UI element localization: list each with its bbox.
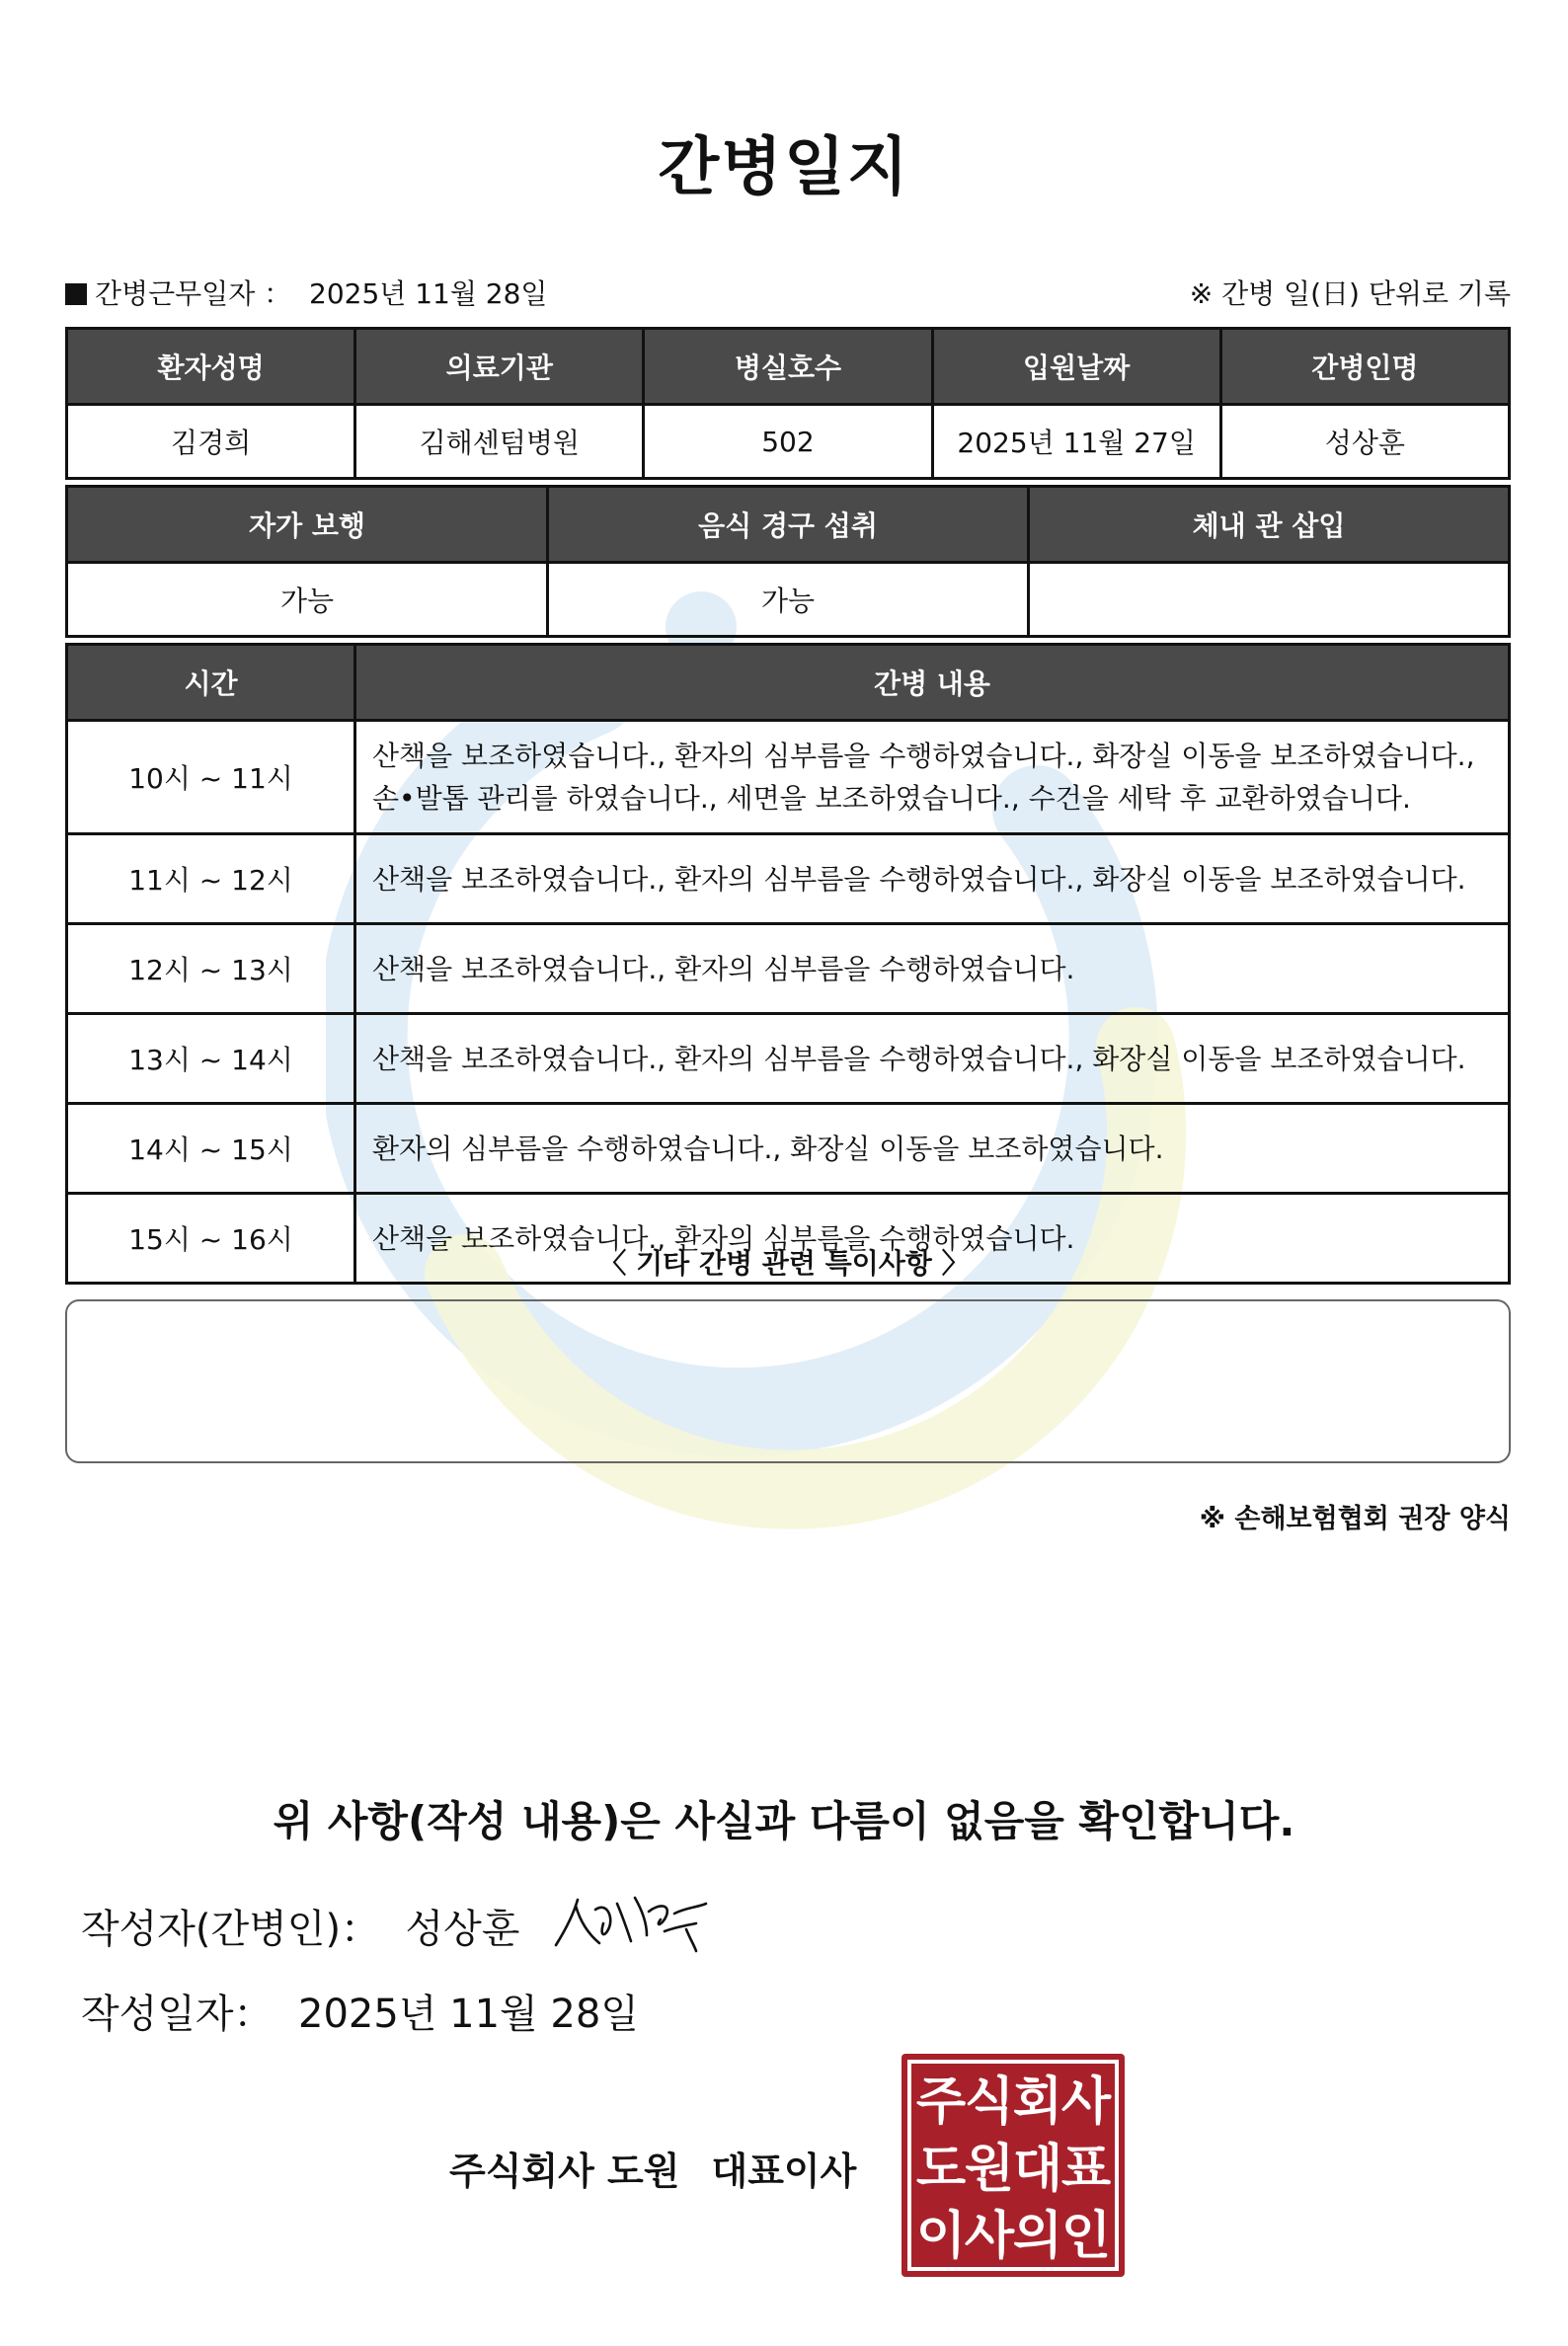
tube-insertion-value [1029, 563, 1510, 637]
square-bullet-icon [65, 283, 87, 305]
svg-text:의: 의 [1012, 2207, 1063, 2266]
log-time: 15시 ~ 16시 [67, 1194, 355, 1284]
caregiver-name: 성상훈 [1220, 405, 1509, 479]
svg-text:도: 도 [915, 2140, 967, 2199]
company-seal [902, 2054, 1125, 2277]
log-row [67, 924, 1510, 1014]
log-time: 14시 ~ 15시 [67, 1104, 355, 1194]
header-oral-intake: 음식 경구 섭취 [548, 487, 1029, 563]
document-title: 간병일지 [658, 131, 910, 204]
log-time: 12시 ~ 13시 [67, 924, 355, 1014]
patient-value-row [67, 405, 1510, 479]
self-walking-value: 가능 [67, 563, 548, 637]
record-note: ※ 간병 일(日) 단위로 기록 [1189, 277, 1511, 310]
log-time: 11시 ~ 12시 [67, 834, 355, 924]
log-header-row [67, 645, 1510, 721]
confirmation-statement: 위 사항(작성 내용)은 사실과 다름이 없음을 확인합니다. [273, 1797, 1295, 1845]
log-content: 산책을 보조하였습니다., 환자의 심부름을 수행하였습니다. [355, 1194, 1510, 1284]
svg-text:표: 표 [1060, 2140, 1112, 2199]
svg-text:사: 사 [964, 2207, 1015, 2266]
log-content: 산책을 보조하였습니다., 환자의 심부름을 수행하였습니다. [355, 924, 1510, 1014]
recommended-form-note: ※ 손해보험협회 권장 양식 [1199, 1504, 1511, 1534]
remarks-box [65, 1299, 1511, 1463]
writer-line [81, 1898, 519, 1954]
work-date-value: 2025년 11월 28일 [309, 277, 548, 310]
work-date [65, 273, 547, 312]
representative-title: 대표이사 [711, 2150, 857, 2193]
patient-status-table [65, 485, 1511, 638]
patient-name: 김경희 [67, 405, 355, 479]
svg-text:대: 대 [1012, 2140, 1063, 2199]
room-number: 502 [644, 405, 932, 479]
header-care-content: 간병 내용 [355, 645, 1510, 721]
log-row [67, 834, 1510, 924]
header-caregiver: 간병인명 [1220, 329, 1509, 405]
header-time: 시간 [67, 645, 355, 721]
oral-intake-value: 가능 [548, 563, 1029, 637]
header-tube-insertion: 체내 관 삽입 [1029, 487, 1510, 563]
svg-text:원: 원 [964, 2140, 1015, 2199]
header-hospital: 의료기관 [355, 329, 644, 405]
admission-date: 2025년 11월 27일 [932, 405, 1220, 479]
status-value-row [67, 563, 1510, 637]
writer-label: 작성자(간병인)： [81, 1907, 381, 1952]
log-content: 산책을 보조하였습니다., 환자의 심부름을 수행하였습니다., 화장실 이동을 보조하였습니다. [355, 834, 1510, 924]
hospital-name: 김해센텀병원 [355, 405, 644, 479]
written-date-value: 2025년 11월 28일 [298, 1992, 639, 2037]
care-log-table [65, 643, 1511, 1285]
log-row [67, 721, 1510, 834]
log-time: 10시 ~ 11시 [67, 721, 355, 834]
svg-text:사: 사 [1060, 2072, 1112, 2132]
header-patient-name: 환자성명 [67, 329, 355, 405]
header-self-walking: 자가 보행 [67, 487, 548, 563]
log-content: 환자의 심부름을 수행하였습니다., 화장실 이동을 보조하였습니다. [355, 1104, 1510, 1194]
log-content: 산책을 보조하였습니다., 환자의 심부름을 수행하였습니다., 화장실 이동을 보조하였습니다. [355, 1014, 1510, 1104]
work-date-label: 간병근무일자 ： [95, 277, 292, 310]
written-date-line [81, 1983, 639, 2039]
status-header-row [67, 487, 1510, 563]
svg-text:회: 회 [1012, 2072, 1063, 2132]
svg-text:인: 인 [1060, 2207, 1112, 2266]
log-time: 13시 ~ 14시 [67, 1014, 355, 1104]
svg-text:식: 식 [964, 2072, 1015, 2132]
writer-name: 성상훈 [405, 1907, 520, 1952]
patient-info-table [65, 327, 1511, 480]
header-room: 병실호수 [644, 329, 932, 405]
patient-header-row [67, 329, 1510, 405]
svg-text:주: 주 [915, 2072, 967, 2132]
company-signature-line [449, 2141, 856, 2195]
handwritten-signature [548, 1884, 716, 1959]
header-admission-date: 입원날짜 [932, 329, 1220, 405]
log-row [67, 1014, 1510, 1104]
written-date-label: 작성일자： [81, 1992, 274, 2037]
remarks-title: 〈 기타 간병 관련 특이사항 〉 [598, 1247, 970, 1280]
svg-text:이: 이 [915, 2207, 967, 2266]
company-name: 주식회사 도원 [449, 2150, 680, 2193]
log-content: 산책을 보조하였습니다., 환자의 심부름을 수행하였습니다., 화장실 이동을 보조하였습니다., 손•발톱 관리를 하였습니다., 세면을 보조하였습니다., 수건을 세탁 후 교환하였습니다. [355, 721, 1510, 834]
log-row [67, 1104, 1510, 1194]
